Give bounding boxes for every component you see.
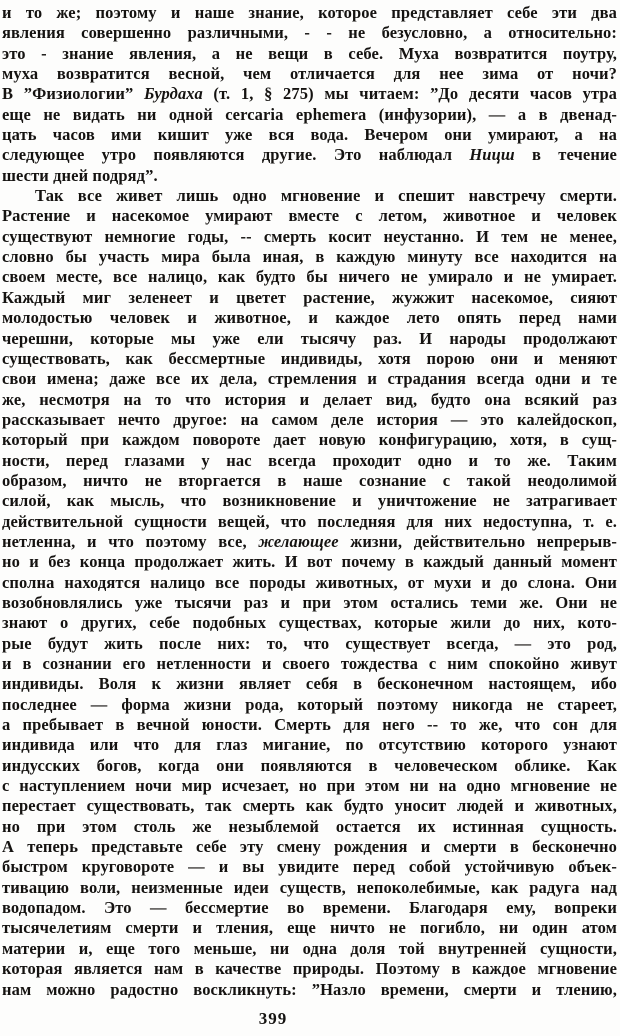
text-line: тысячелетиям смерти и тления, еще ничто не погибло, ни один атом <box>2 918 617 938</box>
text-line: нетленна, и что поэтому все, желающее жизни, действительно непрерыв- <box>2 531 617 551</box>
text-line: знают о других, себе подобных существах, которые жили до них, кото- <box>2 613 617 633</box>
text-line: возобновлялись уже тысячи раз и при этом остались теми же. Они не <box>2 592 617 612</box>
text-line: и в сознании его нетленности и своего тождества с ним спокойно живут <box>2 654 617 673</box>
text-line: тивацию воли, неизменные идеи существ, непоколебимые, как радуга над <box>2 877 617 897</box>
text-line: словно бы участь мира была иная, в каждую минуту все находится на <box>2 247 617 267</box>
text-line: а пребывает в вечной юности. Смерть для него -- то же, что сон для <box>2 715 617 735</box>
text-line: последнее — форма жизни рода, который поэтому никогда не стареет, <box>2 694 617 714</box>
text-line: который при каждом повороте дает новую конфигурацию, хотя, в сущ- <box>2 430 617 450</box>
text-line: рассказывает нечто другое: на самом деле история — это калейдоскоп, <box>2 409 617 429</box>
page-number: 399 <box>258 1009 288 1028</box>
text-line: это - знание явления, а не вещи в себе. Муха возвратится поутру, <box>2 43 617 63</box>
text-line: А теперь представьте себе эту смену рождения и смерти в бесконечно <box>2 837 617 857</box>
text-line: нам можно радостно воскликнуть: ”Назло времени, смерти и тлению, <box>2 979 617 999</box>
text-line: водопадом. Это — бессмертие во времени. Благодаря ему, вопреки <box>2 898 617 918</box>
text-line: муха возвратится весной, чем отличается для нее зима от ночи? <box>2 64 617 84</box>
text-line: образом, ничто не вторгается в наше сознание с такой неодолимой <box>2 470 617 490</box>
text-line: существовать, как бессмертные индивиды, хотя порою они и меняют <box>2 348 617 368</box>
text-line: индивиды. Воля к жизни являет себя в бесконечном настоящем, ибо <box>2 674 617 694</box>
text-line: перестает существовать, так смерть как будто уносит людей и животных, <box>2 796 617 816</box>
text-line: шести дней подряд”. <box>2 165 158 185</box>
text-line: черешни, которые мы уже ели тысячу раз. И народы продолжают <box>2 328 617 348</box>
text-line: же, несмотря на то что история и делает вид, будто она всякий раз <box>2 389 617 409</box>
text-line: Так все живет лишь одно мгновение и спешит навстречу смерти. <box>35 186 617 206</box>
text-line: существуют немногие годы, -- смерть косит неустанно. И тем не менее, <box>2 226 617 246</box>
text-line: своем месте, все налицо, как будто бы ничего не умирало и не умирает. <box>2 267 617 287</box>
text-line: явления совершенно различными, - - не безусловно, а относительно: <box>2 23 617 43</box>
text-line: действительной сущности вещей, что последняя для них недоступна, т. е. <box>2 511 617 531</box>
text-line: индивида или что для глаз мигание, по отсутствию которого узнают <box>2 735 617 755</box>
text-line: В ”Физиологии” Бурдаха (т. 1, § 275) мы читаем: ”До десяти часов утра <box>2 84 617 104</box>
text-line: но и без конца продолжает жить. И вот почему в каждый данный момент <box>2 552 617 572</box>
text-line: сполна находятся налицо все породы животных, от мухи и до слона. Они <box>2 572 617 592</box>
text-line: свои имена; даже все их дела, стремления и страдания всегда одни и те <box>2 369 617 389</box>
text-line: Растение и насекомое умирают вместе с летом, животное и человек <box>2 206 617 226</box>
text-line: материи и, еще того меньше, ни одна доля той внутренней сущности, <box>2 938 617 958</box>
text-line: и то же; поэтому и наше знание, которое представляет себе эти два <box>2 3 617 22</box>
page-text-block <box>2 3 617 1000</box>
text-line: с наступлением ночи мир исчезает, но при этом ни на одно мгновение не <box>2 776 617 796</box>
text-line: ности, перед глазами у нас всегда проходит одно и то же. Таким <box>2 450 617 470</box>
text-line: цать часов ими кишит уже вся вода. Вечером они умирают, а на <box>2 125 617 145</box>
text-line: индусских богов, когда они появляются в человеческом облике. Как <box>2 755 617 775</box>
text-line: следующее утро появляются другие. Это наблюдал Ницш в течение <box>2 145 617 165</box>
text-line: быстром круговороте — и вы увидите перед собой устойчивую объек- <box>2 857 617 877</box>
text-line: молодостью человек и животное, и каждое лето опять перед нами <box>2 308 617 328</box>
text-line: которая является нам в качестве природы. Поэтому в каждое мгновение <box>2 959 617 979</box>
text-line: Каждый миг зеленеет и цветет растение, жужжит насекомое, сияют <box>2 287 617 307</box>
text-line: но при этом столь же незыблемой остается их истинная сущность. <box>2 816 617 836</box>
text-line: силой, как мысль, что возникновение и уничтожение не затрагивает <box>2 491 617 511</box>
text-line: еще не видать ни одной cercaria ephemera (инфузории), — а в двенад- <box>2 104 617 124</box>
text-line: рые будут жить после них: то, что существует всегда, — это род, <box>2 633 617 653</box>
